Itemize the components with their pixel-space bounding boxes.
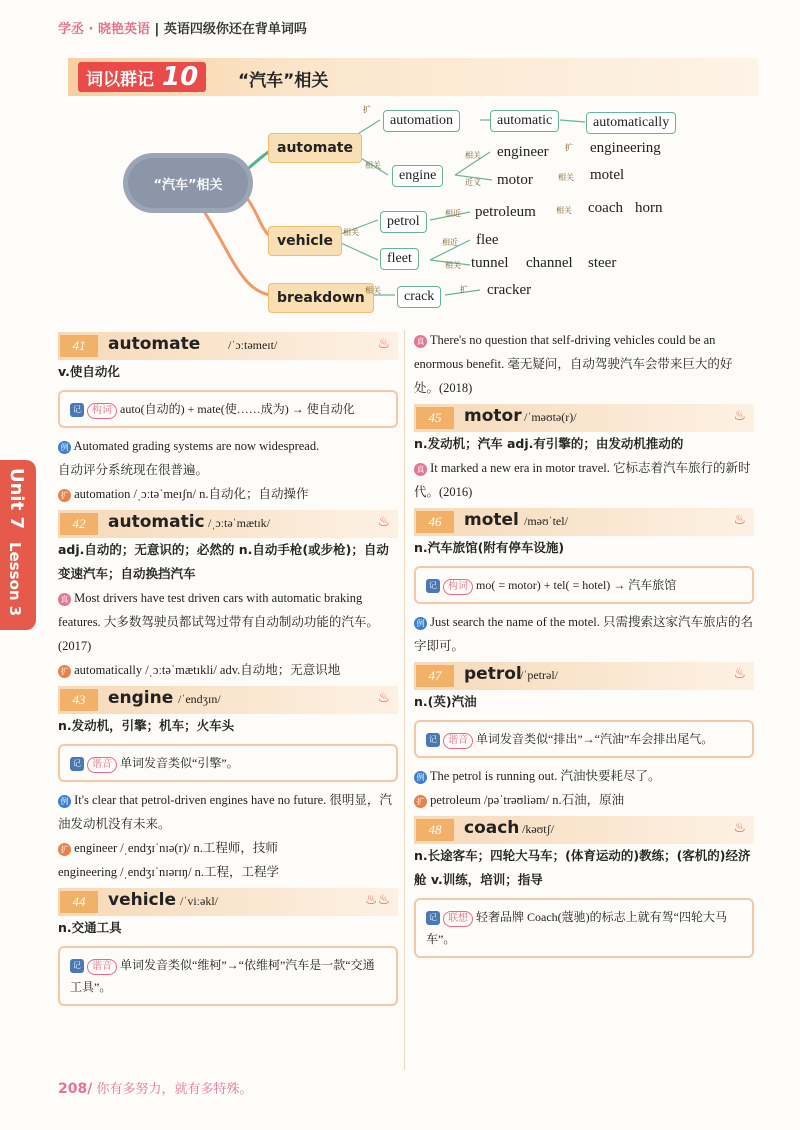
mindmap-word: petroleum [475, 204, 536, 220]
mindmap-node: automatically [586, 112, 676, 134]
unit-tab [0, 460, 36, 630]
entry-header: 47 petrol /ˈpetrəl/ ♨ [414, 662, 754, 690]
page-number: 208/ [58, 1081, 93, 1097]
mindmap-node: petrol [380, 211, 427, 233]
mindmap-word: motel [590, 167, 625, 183]
mindmap-tag: 扩 [460, 285, 468, 294]
footer-slogan: 你有多努力，就有多特殊。 [96, 1082, 253, 1097]
page-header: 学丞 · 晓艳英语 | 英语四级你还在背单词吗 [58, 22, 307, 37]
mindmap-main-breakdown: breakdown [268, 283, 374, 313]
mindmap-word: tunnel [471, 255, 509, 271]
mindmap-node: automatic [490, 110, 559, 132]
mindmap-tag: 近义 [465, 178, 481, 187]
unit-label: Unit 7 [6, 468, 27, 529]
mindmap-tag: 相关 [558, 173, 574, 182]
fire-icon: ♨ [377, 690, 390, 706]
brand-name: 学丞 · 晓艳英语 [58, 22, 150, 37]
left-column: 41 automate /ˈɔːtəmeɪt/ ♨ v.使自动化 记 构词 auto(自动的) + mate(使……成为) → 使自动化 例 Automated grading systems are now widespread. 自动评分系统现在很普遍。 扩 automation /ˌɔːtəˈmeɪʃn/ n.自动化；自动操作 42 automatic /ˌɔːtəˈmætɪk/ ♨ adj.自动的；无意识的；必然的 n.自动手枪(或步枪)；自动变速汽车；自动换挡汽车 真 Most drivers have test driven cars with automatic braking features. 大多数驾驶员都试驾过带有自动制动功能的汽车。(2017) 扩 automatically /ˌɔːtəˈmætɪkli/ adv.自动地；无意识地 43 engine /ˈendʒɪn/ ♨ n.发动机，引擎；机车；火车头 记 谐音 单词发音类似“引擎”。 例 It's clear that petrol-driven engines have no future. 很明显，汽油发动机没有未来。 扩 engineer /ˌendʒɪˈnɪə(r)/ n.工程师，技师 engineering /ˌendʒɪˈnɪərɪŋ/ n.工程，工程学 44 vehicle /ˈviːəkl/ ♨♨ n.交通工具 记 谐音 单词发音类似“维柯”→“依维柯”汽车是一款“交通工具”。 [58, 328, 398, 1012]
mindmap-tag: 相近 [445, 209, 461, 218]
entry-word: motel [464, 510, 519, 530]
entry-word: coach [464, 818, 520, 838]
mindmap-node: automation [383, 110, 460, 132]
section-number: 10 [162, 62, 199, 92]
fire-icon: ♨ [733, 666, 746, 682]
memo-box: 记 联想 轻奢品牌 Coach(蔻驰)的标志上就有驾“四轮大马车”。 [414, 898, 754, 958]
lesson-label: Lesson 3 [6, 542, 24, 617]
mindmap-tag: 相近 [442, 238, 458, 247]
mindmap-word: engineering [590, 140, 661, 156]
entry-header: 46 motel /məʊˈtel/ ♨ [414, 508, 754, 536]
fire-icon: ♨ [377, 336, 390, 352]
mindmap-word: cracker [487, 282, 532, 298]
memo-box: 记 谐音 单词发音类似“排出”→“汽油”车会排出尾气。 [414, 720, 754, 758]
page-footer [58, 1078, 253, 1097]
mindmap-tag: 相关 [365, 161, 381, 170]
memo-icon: 记 [70, 403, 84, 417]
mindmap-tag: 相关 [365, 286, 381, 295]
mindmap-main-vehicle: vehicle [268, 226, 342, 256]
memo-icon: 记 [426, 911, 440, 925]
mindmap-word: engineer [497, 144, 549, 160]
entry-word: engine [108, 688, 174, 708]
entry-word: vehicle [108, 890, 176, 910]
mindmap-tag: 扩 [363, 105, 371, 114]
book-title: 英语四级你还在背单词吗 [163, 22, 307, 37]
section-topic: “汽车”相关 [238, 71, 329, 91]
mindmap-node: crack [397, 286, 441, 308]
fire-icon: ♨♨ [364, 892, 390, 908]
mindmap-tag: 相关 [343, 228, 359, 237]
entry-header: 43 engine /ˈendʒɪn/ ♨ [58, 686, 398, 714]
right-column: 真 There's no question that self-driving vehicles could be an enormous benefit. 毫无疑问，自动驾驶汽车会带来巨大的好处。(2018) 45 motor /ˈməʊtə(r)/ ♨ n.发动机；汽车 adj.有引擎的；由发动机推动的 真 It marked a new era in motor travel. 它标志着汽车旅行的新时代。(2016) 46 motel /məʊˈtel/ ♨ n.汽车旅馆(附有停车设施) 记 构词 mo( = motor) + tel( = hotel) → 汽车旅馆 例 Just search the name of the motel. 只需搜索这家汽车旅店的名字即可。 47 petrol /ˈpetrəl/ ♨ n.(英)汽油 记 谐音 单词发音类似“排出”→“汽油”车会排出尾气。 例 The petrol is running out. 汽油快要耗尽了。 扩 petroleum /pəˈtrəʊliəm/ n.石油，原油 48 coach /kəʊtʃ/ ♨ n.长途客车；四轮大马车；(体育运动的)教练；(客机的)经济舱 v.训练，培训；指导 记 联想 轻奢品牌 Coach(蔻驰)的标志上就有驾“四轮大马车”。 [414, 328, 754, 964]
memo-box: 记 构词 mo( = motor) + tel( = hotel) → 汽车旅馆 [414, 566, 754, 604]
mindmap-word: coach [588, 200, 623, 216]
mindmap-tag: 相关 [465, 151, 481, 160]
entry-header: 44 vehicle /ˈviːəkl/ ♨♨ [58, 888, 398, 916]
memo-icon: 记 [70, 959, 84, 973]
memo-icon: 记 [70, 757, 84, 771]
entry-header: 45 motor /ˈməʊtə(r)/ ♨ [414, 404, 754, 432]
fire-icon: ♨ [733, 820, 746, 836]
mindmap-tag: 扩 [565, 143, 573, 152]
fire-icon: ♨ [733, 408, 746, 424]
mindmap-node: engine [392, 165, 443, 187]
mindmap-node: fleet [380, 248, 419, 270]
mindmap-word: motor [497, 172, 533, 188]
memo-icon: 记 [426, 579, 440, 593]
memo-icon: 记 [426, 733, 440, 747]
mindmap-tag: 相关 [445, 261, 461, 270]
entry-header: 41 automate /ˈɔːtəmeɪt/ ♨ [58, 332, 398, 360]
memo-box: 记 谐音 单词发音类似“引擎”。 [58, 744, 398, 782]
mindmap-word: steer [588, 255, 617, 271]
mindmap-word: flee [476, 232, 499, 248]
entry-word: automatic [108, 512, 205, 532]
entry-header: 48 coach /kəʊtʃ/ ♨ [414, 816, 754, 844]
column-divider [404, 330, 405, 1070]
section-banner [68, 58, 758, 96]
entry-word: petrol [464, 664, 522, 684]
entry-word: automate [108, 334, 201, 354]
entry-word: motor [464, 406, 522, 426]
mindmap-word: horn [635, 200, 663, 216]
mindmap-center: “汽车”相关 [128, 158, 248, 208]
memo-box: 记 构词 auto(自动的) + mate(使……成为) → 使自动化 [58, 390, 398, 428]
fire-icon: ♨ [733, 512, 746, 528]
memo-box: 记 谐音 单词发音类似“维柯”→“依维柯”汽车是一款“交通工具”。 [58, 946, 398, 1006]
entry-header: 42 automatic /ˌɔːtəˈmætɪk/ ♨ [58, 510, 398, 538]
mindmap-word: channel [526, 255, 573, 271]
fire-icon: ♨ [377, 514, 390, 530]
mindmap-main-automate: automate [268, 133, 362, 163]
section-label: 词以群记 10 [78, 62, 206, 92]
mindmap-tag: 相关 [556, 206, 572, 215]
